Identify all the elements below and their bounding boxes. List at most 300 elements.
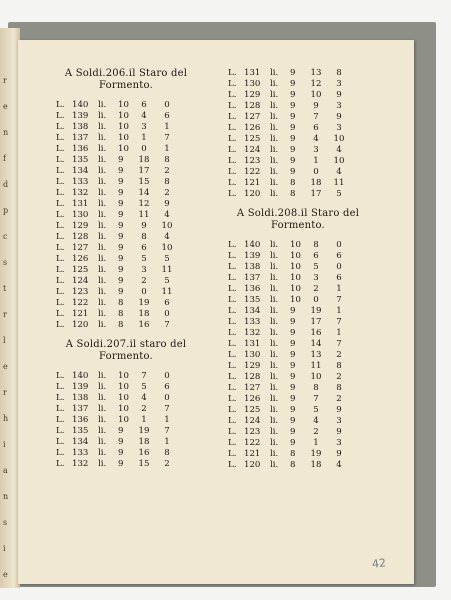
lire-value: 10: [290, 240, 301, 250]
currency-label: L.: [228, 145, 237, 155]
lire-label: li.: [98, 199, 107, 209]
denari-value: 11: [161, 287, 173, 297]
section-gap: [56, 92, 206, 100]
soldi-value: 12: [138, 199, 150, 209]
table-row: [56, 100, 206, 111]
soldi-value: 6: [141, 243, 147, 253]
lire-value: 9: [118, 199, 124, 209]
amount: 137: [72, 133, 89, 143]
currency-label: L.: [56, 320, 65, 330]
table-row: [56, 221, 206, 232]
lire-value: 10: [118, 100, 129, 110]
table-row: [228, 145, 378, 156]
denari-value: 0: [164, 100, 170, 110]
lire-label: li.: [98, 232, 107, 242]
lire-label: li.: [270, 134, 279, 144]
amount: 123: [72, 287, 89, 297]
table-row: [56, 415, 206, 426]
table-row: [56, 210, 206, 221]
amount: 121: [244, 449, 261, 459]
adjacent-page-letter: i: [3, 440, 6, 449]
section-gap: [56, 331, 206, 339]
amount: 132: [72, 188, 89, 198]
lire-value: 9: [290, 68, 296, 78]
currency-label: L.: [56, 459, 65, 469]
soldi-value: 0: [141, 287, 147, 297]
denari-value: 6: [164, 382, 170, 392]
lire-label: li.: [270, 189, 279, 199]
currency-label: L.: [228, 167, 237, 177]
amount: 140: [72, 371, 89, 381]
adjacent-page-letter: a: [3, 466, 8, 475]
currency-label: L.: [228, 438, 237, 448]
denari-value: 0: [336, 240, 342, 250]
denari-value: 7: [336, 317, 342, 327]
table-row: [56, 393, 206, 404]
lire-value: 9: [118, 265, 124, 275]
lire-value: 9: [290, 438, 296, 448]
soldi-value: 0: [141, 144, 147, 154]
table-row: [56, 437, 206, 448]
denari-value: 6: [164, 111, 170, 121]
denari-value: 3: [336, 438, 342, 448]
table-row: [56, 144, 206, 155]
denari-value: 9: [336, 90, 342, 100]
denari-value: 1: [164, 144, 170, 154]
currency-label: L.: [56, 210, 65, 220]
amount: 134: [72, 437, 89, 447]
amount: 125: [244, 134, 261, 144]
currency-label: L.: [56, 265, 65, 275]
lire-value: 9: [290, 317, 296, 327]
soldi-value: 7: [313, 394, 319, 404]
currency-label: L.: [56, 243, 65, 253]
currency-label: L.: [228, 361, 237, 371]
table-row: [228, 460, 378, 471]
table-row: [56, 404, 206, 415]
table-row: [228, 101, 378, 112]
currency-label: L.: [56, 437, 65, 447]
lire-label: li.: [270, 112, 279, 122]
denari-value: 3: [336, 101, 342, 111]
soldi-value: 16: [138, 448, 150, 458]
soldi-value: 3: [141, 122, 147, 132]
lire-label: li.: [98, 393, 107, 403]
lire-label: li.: [270, 251, 279, 261]
currency-label: L.: [228, 90, 237, 100]
table-row: [56, 298, 206, 309]
lire-value: 9: [290, 134, 296, 144]
soldi-value: 6: [313, 251, 319, 261]
amount: 140: [72, 100, 89, 110]
lire-value: 9: [118, 221, 124, 231]
lire-value: 9: [290, 350, 296, 360]
amount: 126: [244, 123, 261, 133]
amount: 124: [72, 276, 89, 286]
currency-label: L.: [56, 100, 65, 110]
currency-label: L.: [228, 156, 237, 166]
amount: 127: [72, 243, 89, 253]
lire-label: li.: [98, 111, 107, 121]
currency-label: L.: [228, 112, 237, 122]
adjacent-page-letter: i: [3, 544, 6, 553]
soldi-value: 11: [138, 210, 150, 220]
table-row: [56, 155, 206, 166]
denari-value: 2: [164, 188, 170, 198]
table-row: [228, 339, 378, 350]
table-row: [56, 254, 206, 265]
soldi-value: 7: [141, 371, 147, 381]
soldi-value: 9: [141, 221, 147, 231]
lire-label: li.: [270, 145, 279, 155]
soldi-value: 18: [310, 460, 322, 470]
currency-label: L.: [228, 394, 237, 404]
lire-label: li.: [270, 68, 279, 78]
denari-value: 7: [336, 339, 342, 349]
soldi-value: 2: [313, 427, 319, 437]
lire-label: li.: [98, 155, 107, 165]
amount: 131: [244, 339, 261, 349]
soldi-value: 8: [313, 240, 319, 250]
soldi-value: 19: [138, 426, 150, 436]
amount: 136: [72, 415, 89, 425]
currency-label: L.: [56, 221, 65, 231]
table-row: [56, 287, 206, 298]
lire-label: li.: [98, 265, 107, 275]
lire-label: li.: [270, 339, 279, 349]
currency-label: L.: [228, 251, 237, 261]
lire-value: 8: [290, 449, 296, 459]
denari-value: 1: [336, 328, 342, 338]
amount: 122: [244, 167, 261, 177]
amount: 122: [72, 298, 89, 308]
table-row: [228, 134, 378, 145]
denari-value: 4: [164, 232, 170, 242]
lire-label: li.: [98, 254, 107, 264]
amount: 130: [72, 210, 89, 220]
lire-label: li.: [270, 240, 279, 250]
lire-value: 9: [290, 427, 296, 437]
lire-label: li.: [270, 361, 279, 371]
lire-value: 9: [118, 232, 124, 242]
soldi-value: 4: [313, 134, 319, 144]
lire-value: 9: [118, 437, 124, 447]
denari-value: 9: [336, 449, 342, 459]
table-row: [228, 394, 378, 405]
lire-value: 9: [118, 448, 124, 458]
soldi-value: 4: [141, 393, 147, 403]
amount: 124: [244, 145, 261, 155]
soldi-value: 3: [313, 145, 319, 155]
lire-value: 9: [290, 361, 296, 371]
denari-value: 1: [164, 415, 170, 425]
section-heading: [56, 68, 196, 92]
denari-value: 2: [164, 166, 170, 176]
amount: 126: [72, 254, 89, 264]
heading-line: Formento.: [99, 351, 153, 362]
denari-value: 7: [336, 295, 342, 305]
adjacent-page-letter: r: [3, 388, 7, 397]
lire-value: 10: [118, 144, 129, 154]
soldi-value: 10: [310, 90, 322, 100]
soldi-value: 19: [310, 306, 322, 316]
adjacent-page-letter: c: [3, 232, 8, 241]
table-row: [228, 262, 378, 273]
amount: 138: [244, 262, 261, 272]
lire-label: li.: [98, 287, 107, 297]
soldi-value: 15: [138, 459, 150, 469]
denari-value: 4: [164, 210, 170, 220]
table-row: [228, 273, 378, 284]
heading-line: A Soldi.207.il staro del: [65, 339, 187, 350]
table-row: [228, 112, 378, 123]
lire-label: li.: [270, 156, 279, 166]
lire-value: 10: [118, 371, 129, 381]
denari-value: 4: [336, 167, 342, 177]
lire-value: 10: [118, 122, 129, 132]
denari-value: 5: [164, 254, 170, 264]
adjacent-page-letter: n: [3, 128, 9, 137]
currency-label: L.: [228, 383, 237, 393]
soldi-value: 10: [310, 372, 322, 382]
lire-value: 9: [290, 123, 296, 133]
denari-value: 10: [161, 221, 173, 231]
currency-label: L.: [228, 273, 237, 283]
denari-value: 9: [336, 112, 342, 122]
lire-label: li.: [98, 243, 107, 253]
lire-value: 8: [290, 178, 296, 188]
amount: 128: [244, 372, 261, 382]
soldi-value: 18: [310, 178, 322, 188]
table-row: [56, 382, 206, 393]
table-row: [56, 166, 206, 177]
table-row: [228, 167, 378, 178]
denari-value: 8: [336, 361, 342, 371]
lire-value: 9: [290, 79, 296, 89]
adjacent-page-letter: f: [3, 154, 6, 163]
section-gap: [228, 232, 378, 240]
currency-label: L.: [56, 415, 65, 425]
amount: 129: [244, 90, 261, 100]
lire-label: li.: [270, 405, 279, 415]
currency-label: L.: [56, 188, 65, 198]
soldi-value: 5: [141, 382, 147, 392]
lire-label: li.: [98, 382, 107, 392]
currency-label: L.: [228, 189, 237, 199]
currency-label: L.: [228, 240, 237, 250]
lire-value: 9: [290, 145, 296, 155]
table-row: [228, 449, 378, 460]
amount: 133: [244, 317, 261, 327]
currency-label: L.: [56, 287, 65, 297]
amount: 135: [72, 155, 89, 165]
currency-label: L.: [228, 427, 237, 437]
lire-value: 9: [118, 188, 124, 198]
lire-label: li.: [98, 133, 107, 143]
amount: 134: [72, 166, 89, 176]
denari-value: 0: [164, 309, 170, 319]
amount: 132: [72, 459, 89, 469]
lire-value: 9: [118, 287, 124, 297]
currency-label: L.: [56, 254, 65, 264]
denari-value: 10: [333, 134, 345, 144]
adjacent-page-letter: e: [3, 570, 8, 579]
currency-label: L.: [228, 449, 237, 459]
lire-label: li.: [270, 90, 279, 100]
denari-value: 3: [336, 123, 342, 133]
amount: 126: [244, 394, 261, 404]
table-row: [228, 383, 378, 394]
currency-label: L.: [228, 339, 237, 349]
amount: 127: [244, 383, 261, 393]
currency-label: L.: [228, 350, 237, 360]
heading-line: A Soldi.206.il Staro del: [64, 68, 188, 79]
denari-value: 7: [164, 320, 170, 330]
amount: 128: [72, 232, 89, 242]
lire-label: li.: [98, 437, 107, 447]
amount: 139: [244, 251, 261, 261]
currency-label: L.: [56, 166, 65, 176]
table-row: [56, 243, 206, 254]
adjacent-page-letter: h: [3, 414, 9, 423]
soldi-value: 18: [138, 155, 150, 165]
denari-value: 5: [164, 276, 170, 286]
soldi-value: 14: [310, 339, 322, 349]
table-row: [228, 350, 378, 361]
denari-value: 6: [336, 273, 342, 283]
denari-value: 1: [336, 306, 342, 316]
lire-value: 9: [118, 276, 124, 286]
table-row: [228, 240, 378, 251]
lire-label: li.: [98, 426, 107, 436]
lire-label: li.: [98, 166, 107, 176]
soldi-value: 1: [141, 415, 147, 425]
amount: 123: [244, 427, 261, 437]
table-row: [56, 426, 206, 437]
soldi-value: 0: [313, 295, 319, 305]
table-row: [56, 459, 206, 470]
currency-label: L.: [228, 284, 237, 294]
adjacent-page-letter: p: [3, 206, 9, 215]
soldi-value: 5: [141, 254, 147, 264]
lire-value: 9: [290, 306, 296, 316]
amount: 136: [244, 284, 261, 294]
adjacent-page-edge: [0, 28, 20, 588]
lire-label: li.: [270, 438, 279, 448]
denari-value: 1: [164, 122, 170, 132]
amount: 137: [72, 404, 89, 414]
soldi-value: 2: [313, 284, 319, 294]
denari-value: 5: [336, 189, 342, 199]
denari-value: 8: [164, 177, 170, 187]
amount: 133: [72, 177, 89, 187]
soldi-value: 1: [141, 133, 147, 143]
amount: 131: [244, 68, 261, 78]
currency-label: L.: [228, 372, 237, 382]
amount: 121: [72, 309, 89, 319]
amount: 133: [72, 448, 89, 458]
lire-value: 9: [118, 426, 124, 436]
denari-value: 7: [164, 404, 170, 414]
lire-label: li.: [270, 167, 279, 177]
lire-value: 9: [290, 101, 296, 111]
lire-label: li.: [98, 122, 107, 132]
denari-value: 1: [336, 284, 342, 294]
table-row: [56, 448, 206, 459]
soldi-value: 15: [138, 177, 150, 187]
soldi-value: 17: [310, 317, 322, 327]
lire-value: 8: [290, 460, 296, 470]
amount: 125: [244, 405, 261, 415]
heading-line: A Soldi.208.il Staro del: [236, 208, 360, 219]
lire-label: li.: [98, 320, 107, 330]
table-row: [56, 276, 206, 287]
section-gap: [228, 200, 378, 208]
amount: 135: [72, 426, 89, 436]
currency-label: L.: [228, 405, 237, 415]
denari-value: 11: [333, 178, 345, 188]
denari-value: 0: [164, 371, 170, 381]
currency-label: L.: [228, 101, 237, 111]
lire-label: li.: [98, 177, 107, 187]
denari-value: 2: [336, 394, 342, 404]
adjacent-page-letter: r: [3, 310, 7, 319]
lire-label: li.: [270, 273, 279, 283]
amount: 121: [244, 178, 261, 188]
lire-value: 9: [290, 90, 296, 100]
adjacent-page-letter: l: [3, 336, 6, 345]
amount: 134: [244, 306, 261, 316]
table-row: [228, 306, 378, 317]
lire-label: li.: [98, 371, 107, 381]
soldi-value: 2: [141, 276, 147, 286]
amount: 131: [72, 199, 89, 209]
currency-label: L.: [56, 276, 65, 286]
lire-label: li.: [98, 404, 107, 414]
denari-value: 7: [164, 133, 170, 143]
section-gap: [56, 363, 206, 371]
lire-value: 9: [290, 328, 296, 338]
table-row: [228, 156, 378, 167]
left-column: [56, 68, 206, 470]
lire-value: 9: [290, 339, 296, 349]
lire-label: li.: [270, 79, 279, 89]
table-row: [56, 133, 206, 144]
heading-line: Formento.: [271, 220, 325, 231]
lire-value: 10: [290, 273, 301, 283]
amount: 124: [244, 416, 261, 426]
currency-label: L.: [228, 68, 237, 78]
section-heading: [228, 208, 368, 232]
lire-label: li.: [270, 427, 279, 437]
currency-label: L.: [228, 123, 237, 133]
soldi-value: 4: [141, 111, 147, 121]
lire-value: 10: [118, 393, 129, 403]
lire-label: li.: [98, 448, 107, 458]
lire-value: 9: [290, 156, 296, 166]
denari-value: 8: [336, 68, 342, 78]
lire-label: li.: [270, 383, 279, 393]
lire-value: 10: [118, 133, 129, 143]
lire-label: li.: [270, 372, 279, 382]
table-row: [56, 111, 206, 122]
denari-value: 8: [164, 448, 170, 458]
lire-value: 8: [118, 320, 124, 330]
soldi-value: 5: [313, 262, 319, 272]
amount: 138: [72, 122, 89, 132]
soldi-value: 1: [313, 156, 319, 166]
amount: 130: [244, 350, 261, 360]
